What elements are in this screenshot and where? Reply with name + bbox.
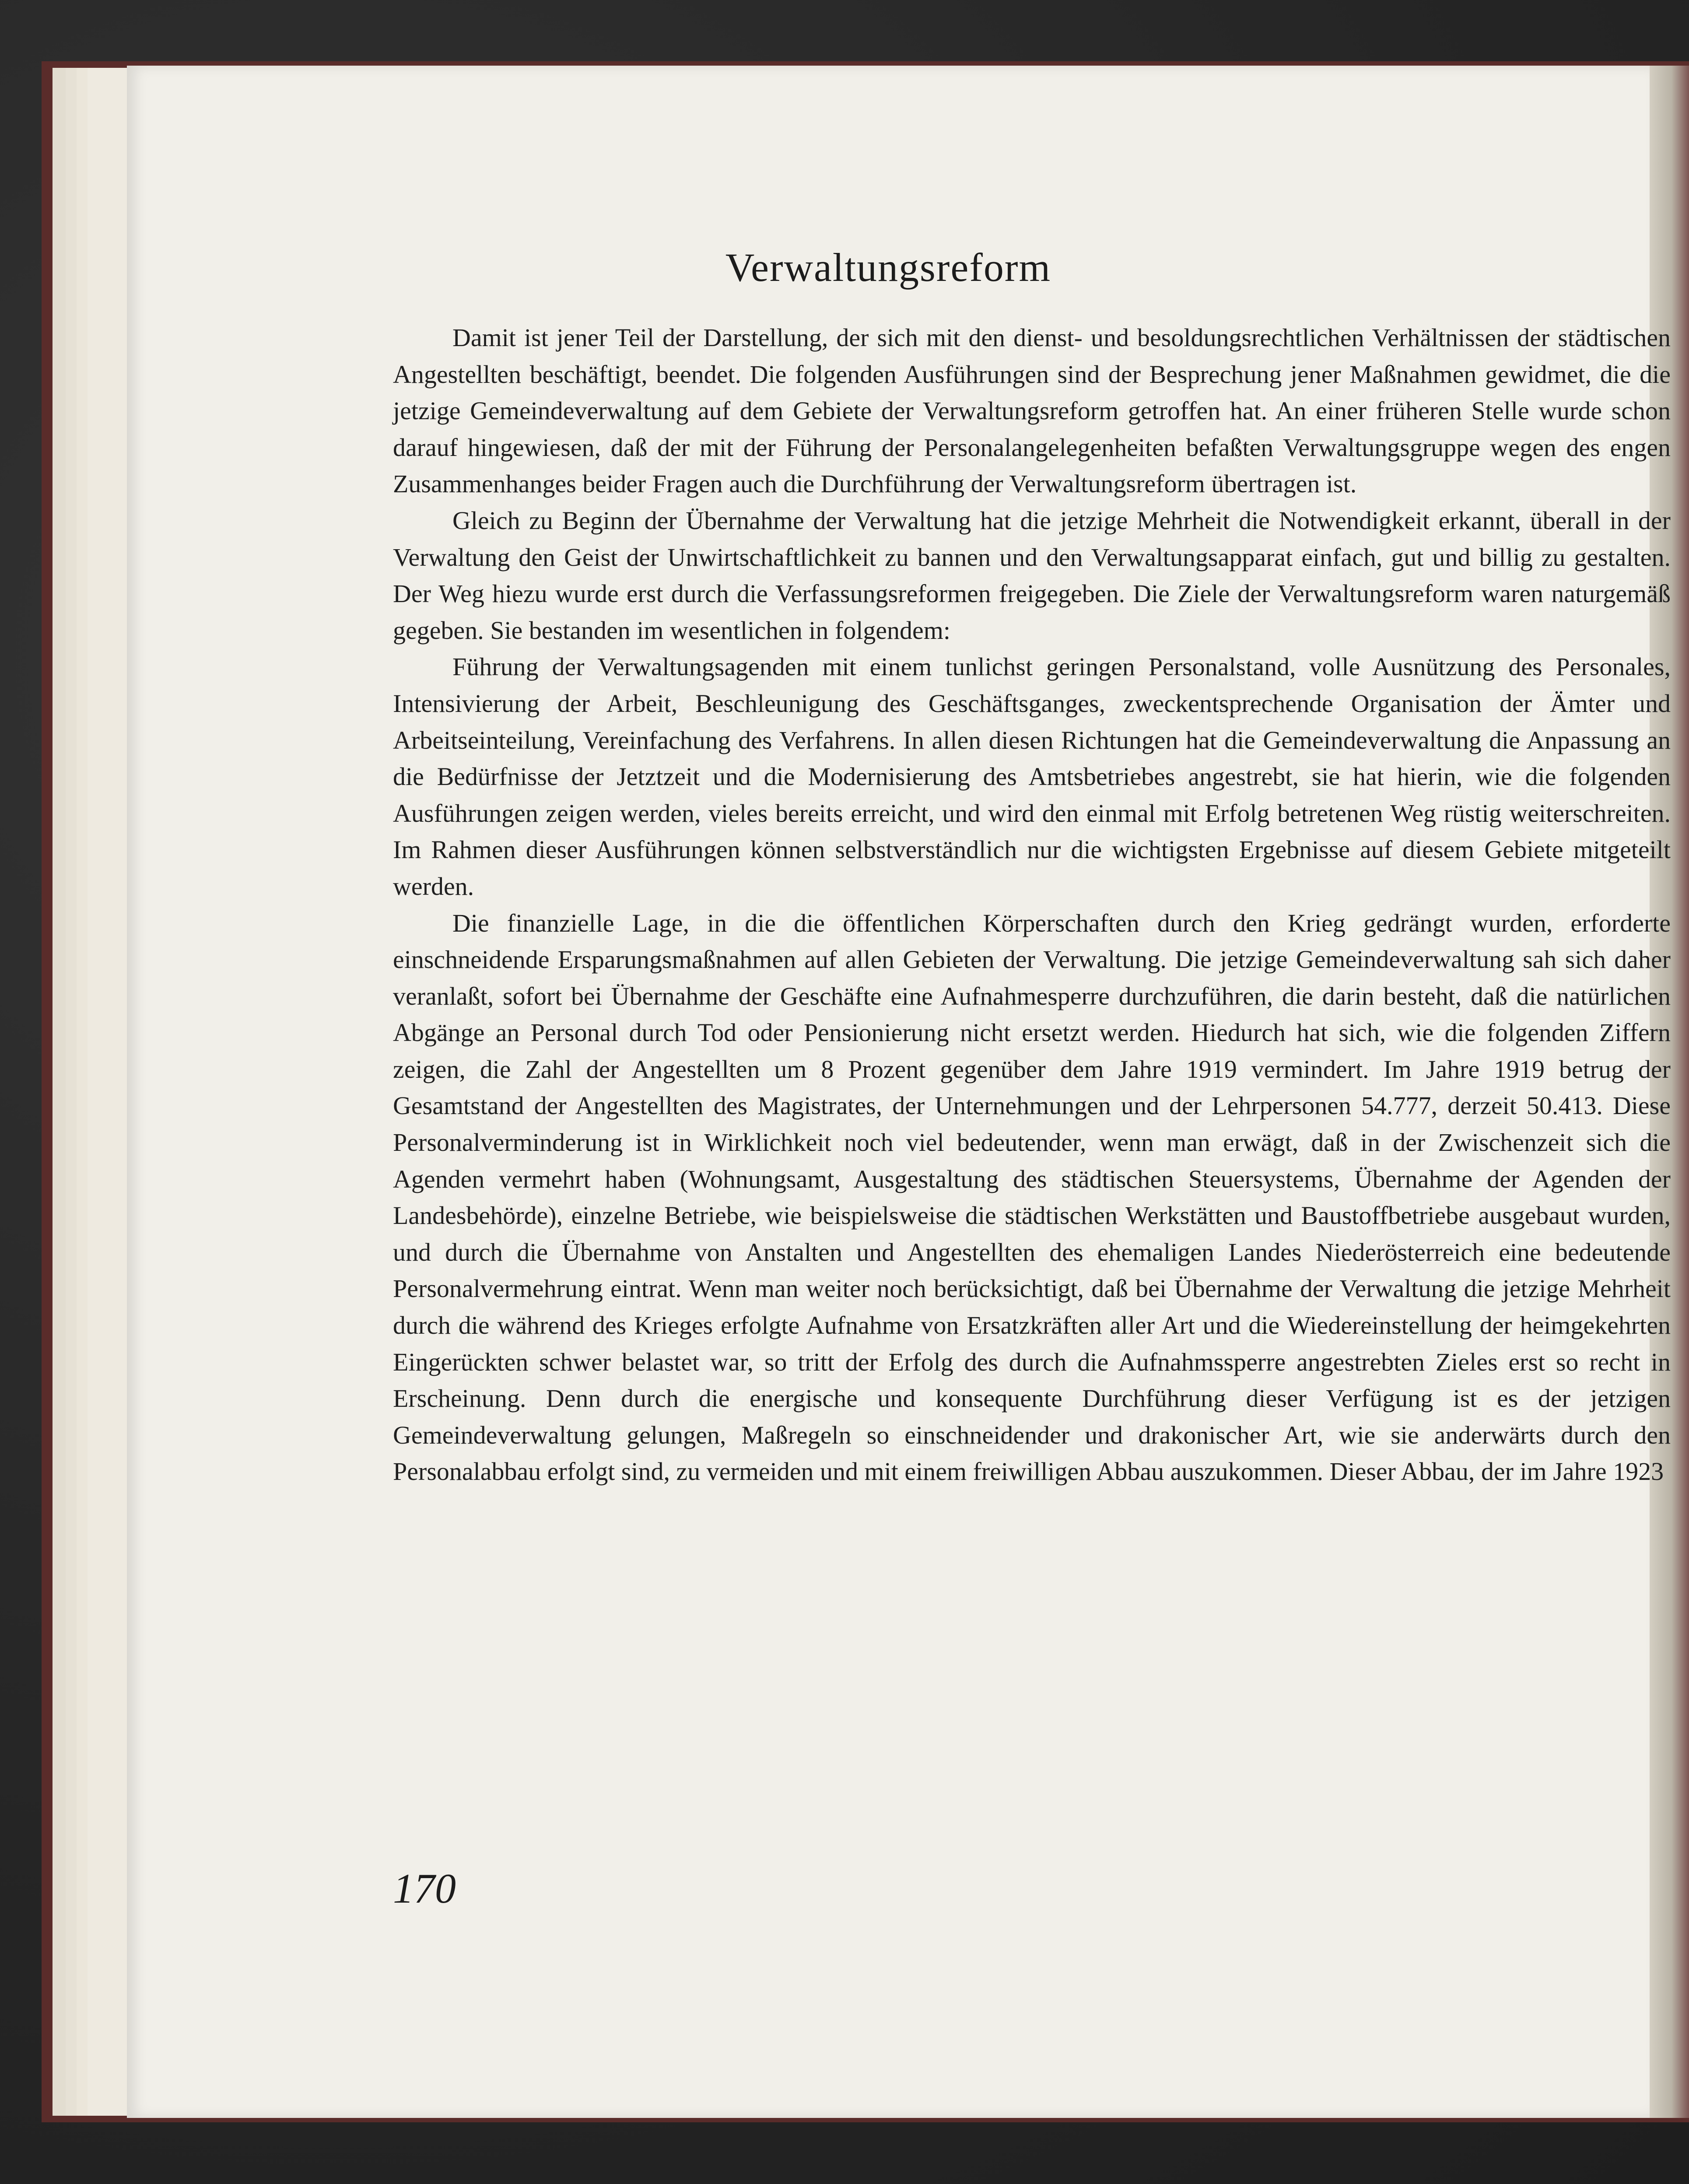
book-page [127,66,1671,2118]
body-text [393,319,1671,1490]
page-title: Verwaltungsreform [725,245,1051,290]
paragraph-1: Damit ist jener Teil der Darstellung, der sich mit den dienst- und besoldungsrechtlichen Verhältnissen der städtischen Angestellten beschäftigt, beendet. Die folgenden Ausführungen sind der Besprechung jener Maßnahmen gewidmet, die die jetzige Gemeindeverwaltung auf dem Gebiete der Verwaltungsreform getroffen hat. An einer früheren Stelle wurde schon darauf hingewiesen, daß der mit der Führung der Personalangelegenheiten befaßten Verwaltungsgruppe wegen des engen Zusammenhanges beider Fragen auch die Durchführung der Verwaltungsreform übertragen ist. [393,323,1671,498]
paragraph-3: Führung der Verwaltungsagenden mit einem tunlichst geringen Personalstand, volle Ausnützung des Personales, Intensivierung der Arbeit, Beschleunigung des Geschäftsganges, zweckentsprechende Organisation der Ämter und Arbeitseinteilung, Vereinfachung des Verfahrens. In allen diesen Richtungen hat die Gemeindeverwaltung die Anpassung an die Bedürfnisse der Jetztzeit und die Modernisierung des Amtsbetriebes angestrebt, sie hat hierin, wie die folgenden Ausführungen zeigen werden, vieles bereits erreicht, und wird den einmal mit Erfolg betretenen Weg rüstig weiterschreiten. Im Rahmen dieser Ausführungen können selbstverständlich nur die wichtigsten Ergebnisse auf diesem Gebiete mitgeteilt werden. [393,652,1671,901]
paragraph-2: Gleich zu Beginn der Übernahme der Verwaltung hat die jetzige Mehrheit die Notwendigkeit erkannt, überall in der Verwaltung den Geist der Unwirtschaftlichkeit zu bannen und den Verwaltungsapparat einfach, gut und billig zu gestalten. Der Weg hiezu wurde erst durch die Verfassungsreformen freigegeben. Die Ziele der Verwaltungsreform waren naturgemäß gegeben. Sie bestanden im wesentlichen in folgendem: [393,506,1671,645]
paragraph-4: Die finanzielle Lage, in die die öffentlichen Körperschaften durch den Krieg gedrängt wurden, erforderte einschneidende Ersparungsmaßnahmen auf allen Gebieten der Verwaltung. Die jetzige Gemeindeverwaltung sah sich daher veranlaßt, sofort bei Übernahme der Geschäfte eine Aufnahmesperre durchzuführen, die darin besteht, daß die natürlichen Abgänge an Personal durch Tod oder Pensionierung nicht ersetzt werden. Hiedurch hat sich, wie die folgenden Ziffern zeigen, die Zahl der Angestellten um 8 Prozent gegenüber dem Jahre 1919 vermindert. Im Jahre 1919 betrug der Gesamtstand der Angestellten des Magistrates, der Unternehmungen und der Lehrpersonen 54.777, derzeit 50.413. Diese Personalverminderung ist in Wirklichkeit noch viel bedeutender, wenn man erwägt, daß in der Zwischenzeit sich die Agenden vermehrt haben (Wohnungsamt, Ausgestaltung des städtischen Steuersystems, Übernahme der Agenden der Landesbehörde), einzelne Betriebe, wie beispielsweise die städtischen Werkstätten und Baustoffbetriebe ausgebaut wurden, und durch die Übernahme von Anstalten und Angestellten des ehemaligen Landes Niederösterreich eine bedeutende Personalvermehrung eintrat. Wenn man weiter noch berücksichtigt, daß bei Übernahme der Verwaltung die jetzige Mehrheit durch die während des Krieges erfolgte Aufnahme von Ersatzkräften aller Art und die Wiedereinstellung der heimgekehrten Eingerückten schwer belastet war, so tritt der Erfolg des durch die Aufnahmssperre angestrebten Zieles erst so recht in Erscheinung. Denn durch die energische und konsequente Durchführung dieser Verfügung ist es der jetzigen Gemeindeverwaltung gelungen, Maßregeln so einschneidender und drakonischer Art, wie sie anderwärts durch den Personalabbau erfolgt sind, zu vermeiden und mit einem freiwilligen Abbau auszukommen. Dieser Abbau, der im Jahre 1923 [393,908,1671,1486]
page-number: 170 [393,1865,456,1912]
